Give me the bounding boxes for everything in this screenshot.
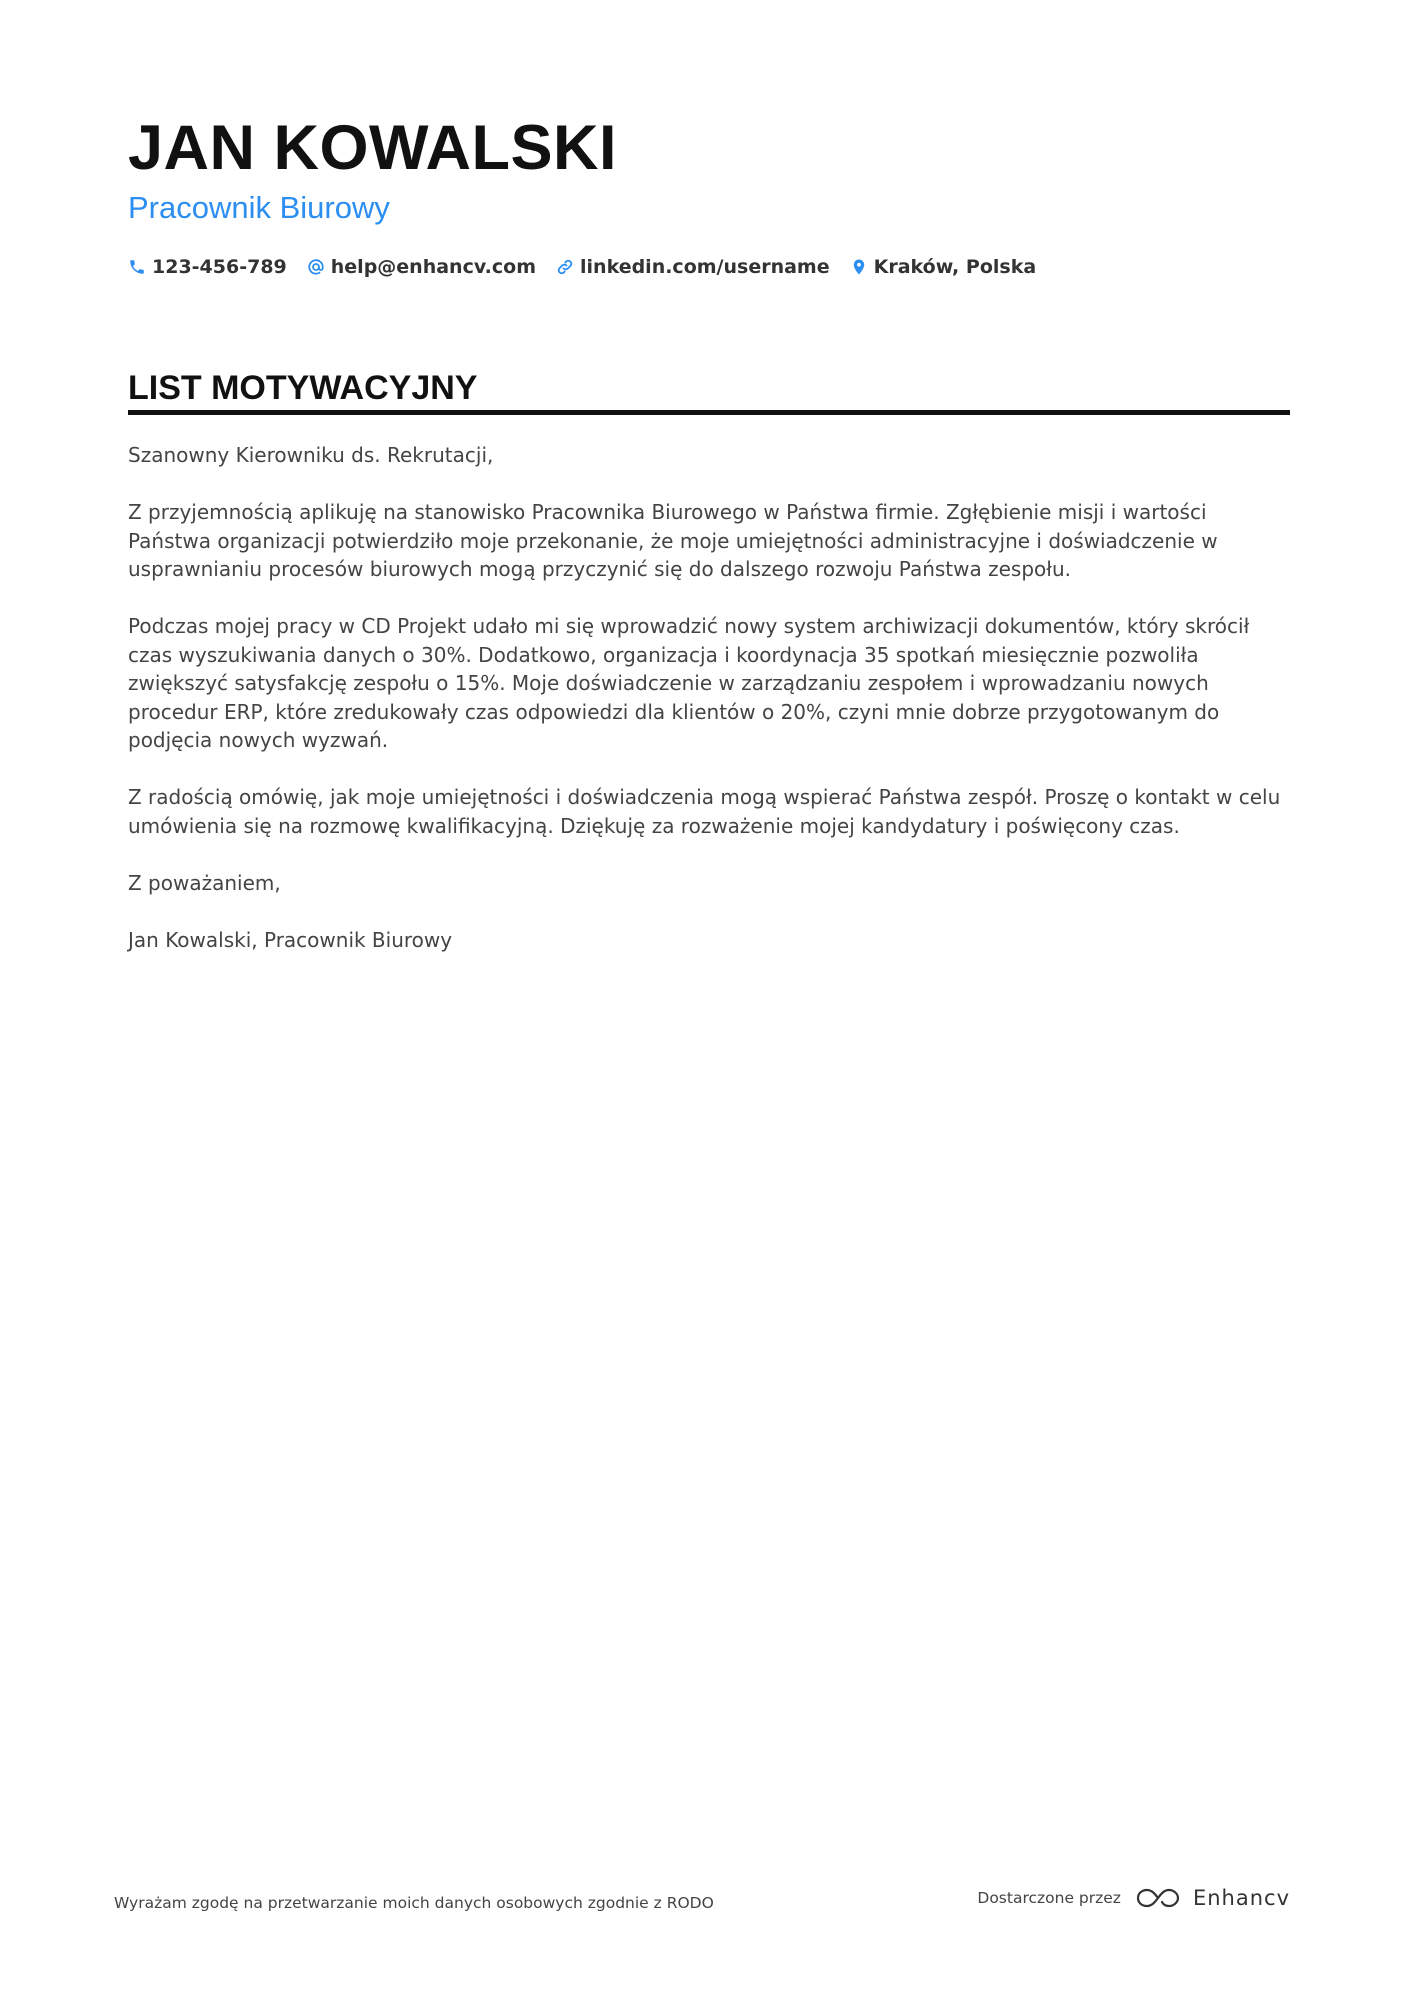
powered-by-label: Dostarczone przez xyxy=(977,1889,1121,1907)
letter-paragraph: Podczas mojej pracy w CD Projekt udało mi się wprowadzić nowy system archiwizacji dokumentów, który skrócił czas wyszukiwania danych o 30%. Dodatkowo, organizacja i koordynacja 35 spotkań miesięcznie pozwoliła zwiększyć satysfakcję zespołu o 15%. Moje doświadczenie w zarządzaniu zespołem i wprowadzaniu nowych procedur ERP, które zredukowały czas odpowiedzi dla klientów o 20%, czyni mnie dobrze przygotowanym do podjęcia nowych wyzwań. xyxy=(128,614,1250,752)
letter-greeting: Szanowny Kierowniku ds. Rekrutacji, xyxy=(128,443,494,467)
contact-email-text: help@enhancv.com xyxy=(330,256,537,278)
contact-phone[interactable] xyxy=(128,256,287,278)
phone-icon xyxy=(128,258,146,276)
contact-bar xyxy=(128,252,1056,282)
contact-phone-text: 123-456-789 xyxy=(152,256,287,278)
letter-paragraph: Z radością omówię, jak moje umiejętności i doświadczenia mogą wspierać Państwa zespół. Proszę o kontakt w celu umówienia się na rozmowę kwalifikacyjną. Dziękuję za rozważenie mojej kandydatury i poświęcony czas. xyxy=(128,785,1281,838)
contact-location-text: Kraków, Polska xyxy=(873,256,1037,278)
section-title: LIST MOTYWACYJNY xyxy=(128,369,478,407)
letter-body xyxy=(128,441,1290,983)
letter-closing: Z poważaniem, xyxy=(128,870,281,895)
enhancv-logo-icon xyxy=(1135,1885,1181,1911)
powered-by[interactable] xyxy=(977,1880,1290,1916)
section-divider xyxy=(128,410,1290,415)
at-icon xyxy=(307,258,325,276)
contact-linkedin[interactable] xyxy=(556,256,830,278)
contact-location xyxy=(850,256,1037,278)
location-pin-icon xyxy=(850,258,868,276)
letter-signature: Jan Kowalski, Pracownik Biurowy xyxy=(128,927,453,952)
contact-linkedin-text: linkedin.com/username xyxy=(580,256,830,278)
letter-paragraph: Z przyjemnością aplikuję na stanowisko Pracownika Biurowego w Państwa firmie. Zgłębienie misji i wartości Państwa organizacji potwierdziło moje przekonanie, że moje umiejętności administracyjne i doświadczenie w usprawnianiu procesów biurowych mogą przyczynić się do dalszego rozwoju Państwa zespołu. xyxy=(128,500,1218,581)
gdpr-consent: Wyrażam zgodę na przetwarzanie moich danych osobowych zgodnie z RODO xyxy=(114,1894,714,1912)
enhancv-brand: Enhancv xyxy=(1192,1886,1290,1910)
contact-email[interactable] xyxy=(307,256,536,278)
candidate-role: Pracownik Biurowy xyxy=(128,190,390,225)
candidate-name: JAN KOWALSKI xyxy=(128,113,618,183)
link-icon xyxy=(556,258,574,276)
